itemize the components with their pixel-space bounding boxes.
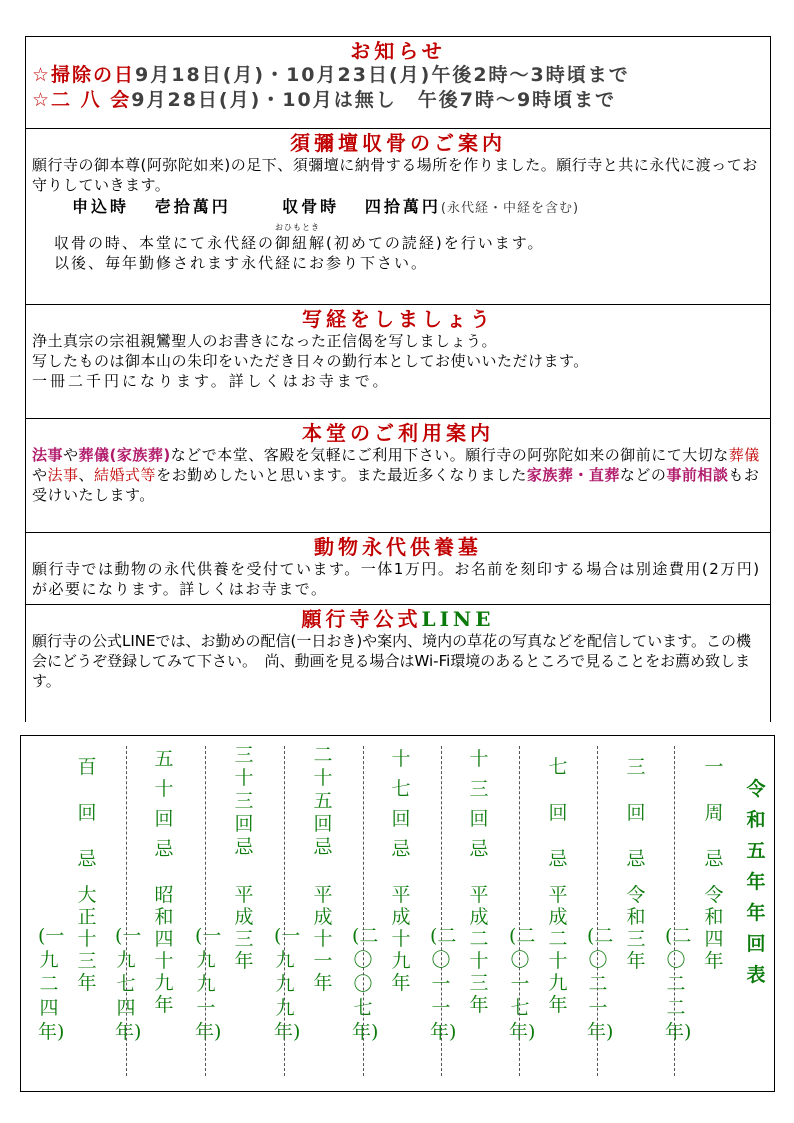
ohimotoki-ruby: おひもとき (275, 223, 321, 232)
hondo-kazokuso: 葬儀(家族葬) (78, 446, 171, 464)
memorial-column (509, 744, 614, 1074)
shakyo-line-3: 一冊二千円になります。詳しくはお寺まで。 (32, 372, 391, 390)
western-year: (二〇二二年) (665, 925, 692, 1043)
hondo-hoji-1: 法事 (32, 446, 64, 464)
column-divider (126, 746, 127, 1076)
western-year: (一九九一年) (195, 925, 222, 1043)
hondo-text-part: や (32, 466, 48, 484)
memorial-column (587, 744, 692, 1074)
hondo-jizen-sodan: 事前相談 (666, 466, 729, 484)
hondo-text-part: などの (619, 466, 667, 484)
line-title-suffix: LINE (421, 607, 495, 631)
hondo-text-part: をお勤めしたいと思います。また最近多くなりました (156, 466, 527, 484)
kaiki-name: 一周忌 (704, 756, 724, 870)
memorial-column (665, 744, 763, 1074)
kaiki-name: 百回忌 (77, 756, 97, 870)
price-note: (永代経・中経を含む) (440, 201, 580, 216)
hondo-kekkonshiki: 結婚式等 (94, 466, 157, 484)
cleaning-day-dates: 9月18日(月)・10月23日(月)午後2時～3時頃まで (135, 64, 630, 86)
announcement-board (25, 36, 771, 722)
shumidan-price-line (32, 195, 764, 221)
column-divider (674, 746, 675, 1076)
nihachi-kai-dates: 9月28日(月)・10月は無し 午後7時～9時頃まで (131, 89, 617, 111)
kaiki-name: 七回忌 (548, 756, 568, 870)
era-year: 令和三年 (626, 884, 646, 972)
era-year: 平成二十九年 (548, 884, 568, 1016)
column-divider (597, 746, 598, 1076)
hondo-chokuso: 家族葬・直葬 (526, 466, 620, 484)
western-year: (二〇二一年) (587, 925, 614, 1043)
animal-section (26, 532, 770, 604)
era-year: 平成二十三年 (469, 884, 489, 1016)
notice-title: お知らせ (350, 39, 446, 63)
ceremony-text-after: (初めての読経)を行います。 (326, 234, 545, 252)
western-year: (二〇一七年) (509, 925, 536, 1043)
ceremony-text-before: 収骨の時、本堂にて永代経の (54, 234, 276, 252)
era-year: 平成三年 (234, 884, 254, 972)
shakyo-title: 写経をしましょう (302, 307, 494, 331)
hondo-hoji-2: 法事 (47, 466, 79, 484)
western-year: (二〇〇七年) (352, 925, 379, 1043)
western-year: (一九九九年) (274, 925, 301, 1043)
line-title-prefix: 願行寺公式 (301, 607, 422, 631)
column-divider (205, 746, 206, 1076)
price-value-apply: 壱拾萬円 (154, 197, 231, 216)
cleaning-day-line (32, 63, 764, 88)
shumidan-ceremony-line (32, 223, 764, 253)
era-year: 令和四年 (704, 884, 724, 972)
hondo-title: 本堂のご利用案内 (302, 421, 494, 445)
column-divider (284, 746, 285, 1076)
column-divider (519, 746, 520, 1076)
era-year: 昭和四十九年 (154, 884, 174, 1016)
kaiki-name: 五十回忌 (154, 748, 174, 860)
kaiki-name: 十三回忌 (469, 748, 489, 860)
western-year: (一九二四年) (38, 925, 65, 1043)
shakyo-section (26, 304, 770, 418)
memorial-column (115, 744, 213, 1074)
era-year: 平成十九年 (391, 884, 411, 994)
hondo-text-part: や (63, 446, 79, 464)
western-year: (一九七四年) (115, 925, 142, 1043)
hondo-text-part: などで本堂、客殿を気軽にご利用下さい。願行寺の阿弥陀如来の御前にて大切な (170, 446, 729, 464)
hondo-text (32, 445, 764, 505)
kaiki-name: 三十三回忌 (234, 744, 254, 858)
nihachi-kai-line (32, 88, 764, 113)
price-label-collect: 収骨時 (282, 197, 340, 216)
line-section (26, 604, 770, 722)
hondo-text-part: もお受けいたします。 (32, 466, 760, 504)
ohimotoki-base: 御紐解 (275, 234, 327, 252)
ohimotoki-word (275, 223, 327, 252)
kaiki-name: 二十五回忌 (313, 744, 333, 858)
notice-section (26, 36, 770, 128)
line-title (32, 607, 764, 631)
shumidan-title: 須彌壇収骨のご案内 (290, 131, 506, 155)
hondo-text-part: 、 (78, 466, 95, 484)
price-value-collect: 四拾萬円 (364, 197, 441, 216)
hondo-sogi: 葬儀 (728, 446, 760, 464)
line-text: 願行寺の公式LINEでは、お勤めの配信(一日おき)や案内、境内の草花の写真などを配信しています。この機会にどうぞ登録してみて下さい。 尚、動画を見る場合はWi-Fi環境のあるところで見ることをお薦め致します。 (32, 632, 751, 690)
shumidan-section (26, 128, 770, 304)
column-divider (441, 746, 442, 1076)
kaiki-name: 三回忌 (626, 756, 646, 870)
shakyo-line-2: 写したものは御本山の朱印をいただき日々の勤行本としてお使いいただけます。 (32, 352, 589, 370)
memorial-year-table (20, 735, 785, 1092)
memorial-heading-text: 令和五年 年回表 (746, 778, 785, 986)
memorial-column (38, 744, 142, 1074)
era-year: 大正十三年 (77, 884, 97, 994)
animal-text: 願行寺では動物の永代供養を受付ています。一体1万円。お名前を刻印する場合は別途費用(2万円)が必要になります。詳しくはお寺まで。 (32, 560, 761, 598)
nihachi-kai-label: ☆二 八 会 (32, 89, 132, 111)
cleaning-day-label: ☆掃除の日 (32, 64, 136, 86)
hondo-section (26, 418, 770, 532)
animal-title: 動物永代供養墓 (314, 535, 482, 559)
column-divider (363, 746, 364, 1076)
era-year: 平成十一年 (313, 884, 333, 994)
price-label-apply: 申込時 (72, 197, 130, 216)
shakyo-line-1: 浄土真宗の宗祖親鸞聖人のお書きになった正信偈を写しましょう。 (32, 332, 498, 350)
kaiki-name: 十七回忌 (391, 748, 411, 860)
western-year: (二〇一一年) (430, 925, 457, 1043)
shumidan-intro: 願行寺の御本尊(阿弥陀如来)の足下、須彌壇に納骨する場所を作りました。願行寺と共に永代に渡ってお守りしていきます。 (32, 156, 758, 194)
shumidan-followup-line: 以後、毎年勤修されます永代経にお参り下さい。 (54, 254, 429, 272)
